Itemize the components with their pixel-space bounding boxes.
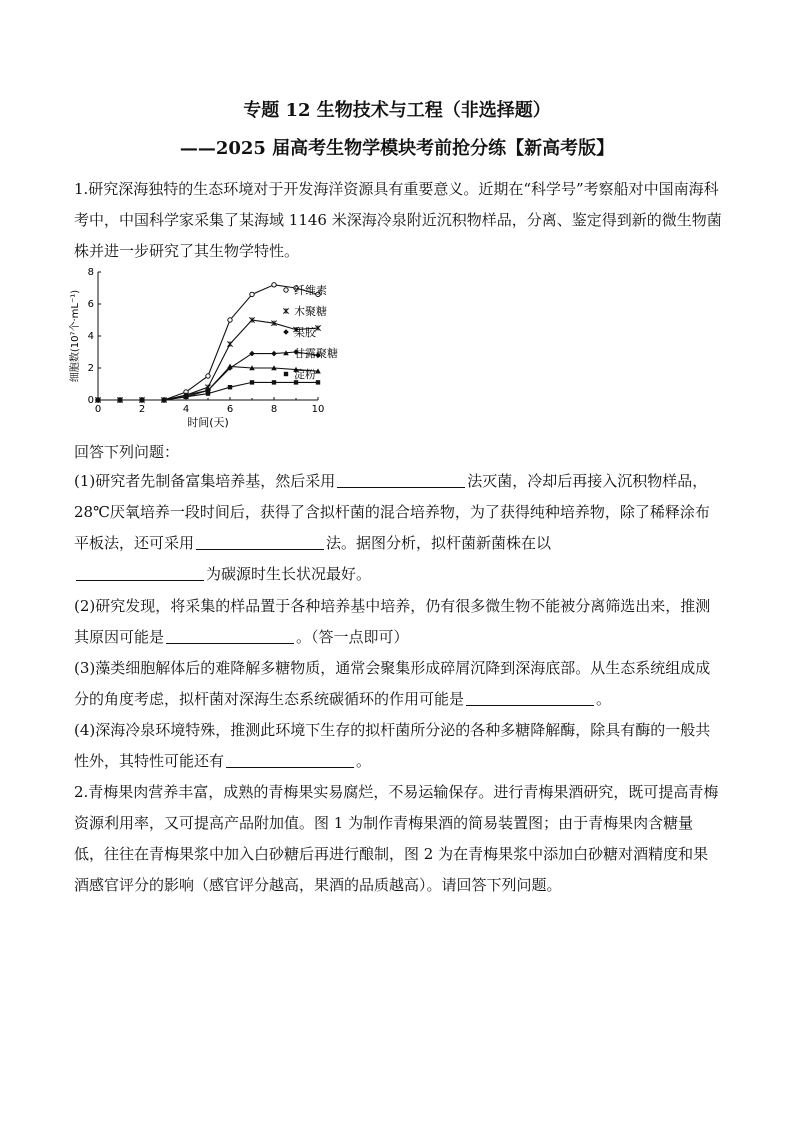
x-tick-label: 4 xyxy=(182,404,190,415)
y-tick-label: 6 xyxy=(87,299,94,310)
q1-sub1-text-a: (1)研究者先制备富集培养基，然后采用 xyxy=(74,472,336,490)
q1-sub3-text-b: 。 xyxy=(596,690,612,708)
data-point xyxy=(249,351,255,357)
x-tick-label: 0 xyxy=(94,404,102,415)
series-circle-open xyxy=(96,283,320,403)
q1-prompt: 回答下列问题： xyxy=(74,443,180,461)
x-tick-label: 10 xyxy=(311,404,325,415)
q2-intro: 2.青梅果肉营养丰富，成熟的青梅果实易腐烂，不易运输保存。进行青梅果酒研究，既可提高青梅资源利用率，又可提高产品附加值。图 1 为制作青梅果酒的简易装置图；由于青梅果肉含糖量低，往往在青梅果浆中加入白砂糖后再进行酿制，图 2 为在青梅果浆中添加白砂糖对酒精度和果酒感官评分的影响（感官评分越高，果酒的品质越高）。请回答下列问题。 xyxy=(74,783,719,894)
data-point xyxy=(227,341,232,346)
data-point xyxy=(272,283,276,287)
data-point xyxy=(271,351,277,357)
data-point xyxy=(284,288,288,292)
chart-series xyxy=(95,283,321,403)
data-point xyxy=(118,398,122,402)
legend-item xyxy=(283,346,338,360)
page-title: 专题 12 生物技术与工程（非选择题） xyxy=(243,100,551,121)
x-axis-label: 时间(天) xyxy=(187,416,229,429)
y-tick-label: 0 xyxy=(87,395,94,406)
y-tick-label: 8 xyxy=(87,267,94,278)
q1-sub3-text-a: (3)藻类细胞解体后的难降解多糖物质，通常会聚集形成碎屑沉降到深海底部。从生态系统组成成分的角度考虑，拟杆菌对深海生态系统碳循环的作用可能是 xyxy=(74,659,711,708)
legend-item xyxy=(283,304,327,318)
legend-label: 纤维素 xyxy=(294,284,327,297)
q1-sub2-text-b: 。（答一点即可） xyxy=(296,628,409,646)
chart-legend xyxy=(283,283,338,381)
data-point xyxy=(96,398,100,402)
q1-sub3 xyxy=(74,653,722,715)
q1-sub1-text-c: 法。据图分析，拟杆菌新菌株在以 xyxy=(326,534,552,552)
q1-sub1-text-b: 法灭菌，冷却后再接入沉积物样品，28℃厌氧培养一段时间后，获得了含拟杆菌的混合培养物，为了获得纯种培养物，除了稀释涂布平板法，还可采用 xyxy=(74,472,710,552)
data-point xyxy=(316,380,320,384)
answer-blank[interactable] xyxy=(466,689,594,706)
data-point xyxy=(228,385,232,389)
answer-blank[interactable] xyxy=(226,751,354,768)
legend-label: 果胶 xyxy=(294,326,316,339)
data-point xyxy=(250,292,254,296)
data-point xyxy=(284,372,288,376)
q1-sub1-text-d: 为碳源时生长状况最好。 xyxy=(206,565,372,583)
y-tick-label: 4 xyxy=(87,331,94,342)
legend-label: 甘露聚糖 xyxy=(294,347,338,360)
x-tick-label: 8 xyxy=(270,404,278,415)
answer-blank[interactable] xyxy=(166,627,294,644)
x-tick-label: 6 xyxy=(226,404,234,415)
data-point xyxy=(206,391,210,395)
data-point xyxy=(250,380,254,384)
legend-item xyxy=(283,326,317,339)
q1-intro: 1.研究深海独特的生态环境对于开发海洋资源具有重要意义。近期在“科学号”考察船对中国南海科考中，中国科学家采集了某海域 1146 米深海冷泉附近沉积物样品，分离、鉴定得到新的微生物菌株并进一步研究了其生物学特性。 xyxy=(74,180,722,260)
q1-sub4 xyxy=(74,715,722,777)
data-point xyxy=(283,329,289,335)
legend-label: 木聚糖 xyxy=(294,305,327,318)
q1-sub2-text-a: (2)研究发现，将采集的样品置于各种培养基中培养，仍有很多微生物不能被分离筛选出来，推测其原因可能是 xyxy=(74,597,711,646)
q1-sub2 xyxy=(74,591,722,653)
data-point xyxy=(140,398,144,402)
answer-blank[interactable] xyxy=(76,564,204,581)
data-point xyxy=(162,398,166,402)
data-point xyxy=(206,374,210,378)
legend-item xyxy=(284,283,327,297)
cell-growth-chart xyxy=(66,262,366,430)
legend-label: 淀粉 xyxy=(294,368,316,381)
page-subtitle: ——2025 届高考生物学模块考前抢分练【新高考版】 xyxy=(179,138,615,159)
q1-sub4-text-b: 。 xyxy=(356,752,372,770)
data-point xyxy=(283,308,288,313)
answer-blank[interactable] xyxy=(196,533,324,550)
data-point xyxy=(184,395,188,399)
y-axis-label: 细胞数(10⁷个·mL⁻¹) xyxy=(70,289,81,383)
q1-sub1 xyxy=(74,466,722,590)
y-tick-label: 2 xyxy=(87,363,94,374)
x-tick-label: 2 xyxy=(138,404,146,415)
answer-blank[interactable] xyxy=(337,471,465,488)
q1-sub4-text-a: (4)深海冷泉环境特殊，推测此环境下生存的拟杆菌所分泌的各种多糖降解酶，除具有酶的一般共性外，其特性可能还有 xyxy=(74,721,711,770)
data-point xyxy=(272,380,276,384)
data-point xyxy=(228,318,232,322)
